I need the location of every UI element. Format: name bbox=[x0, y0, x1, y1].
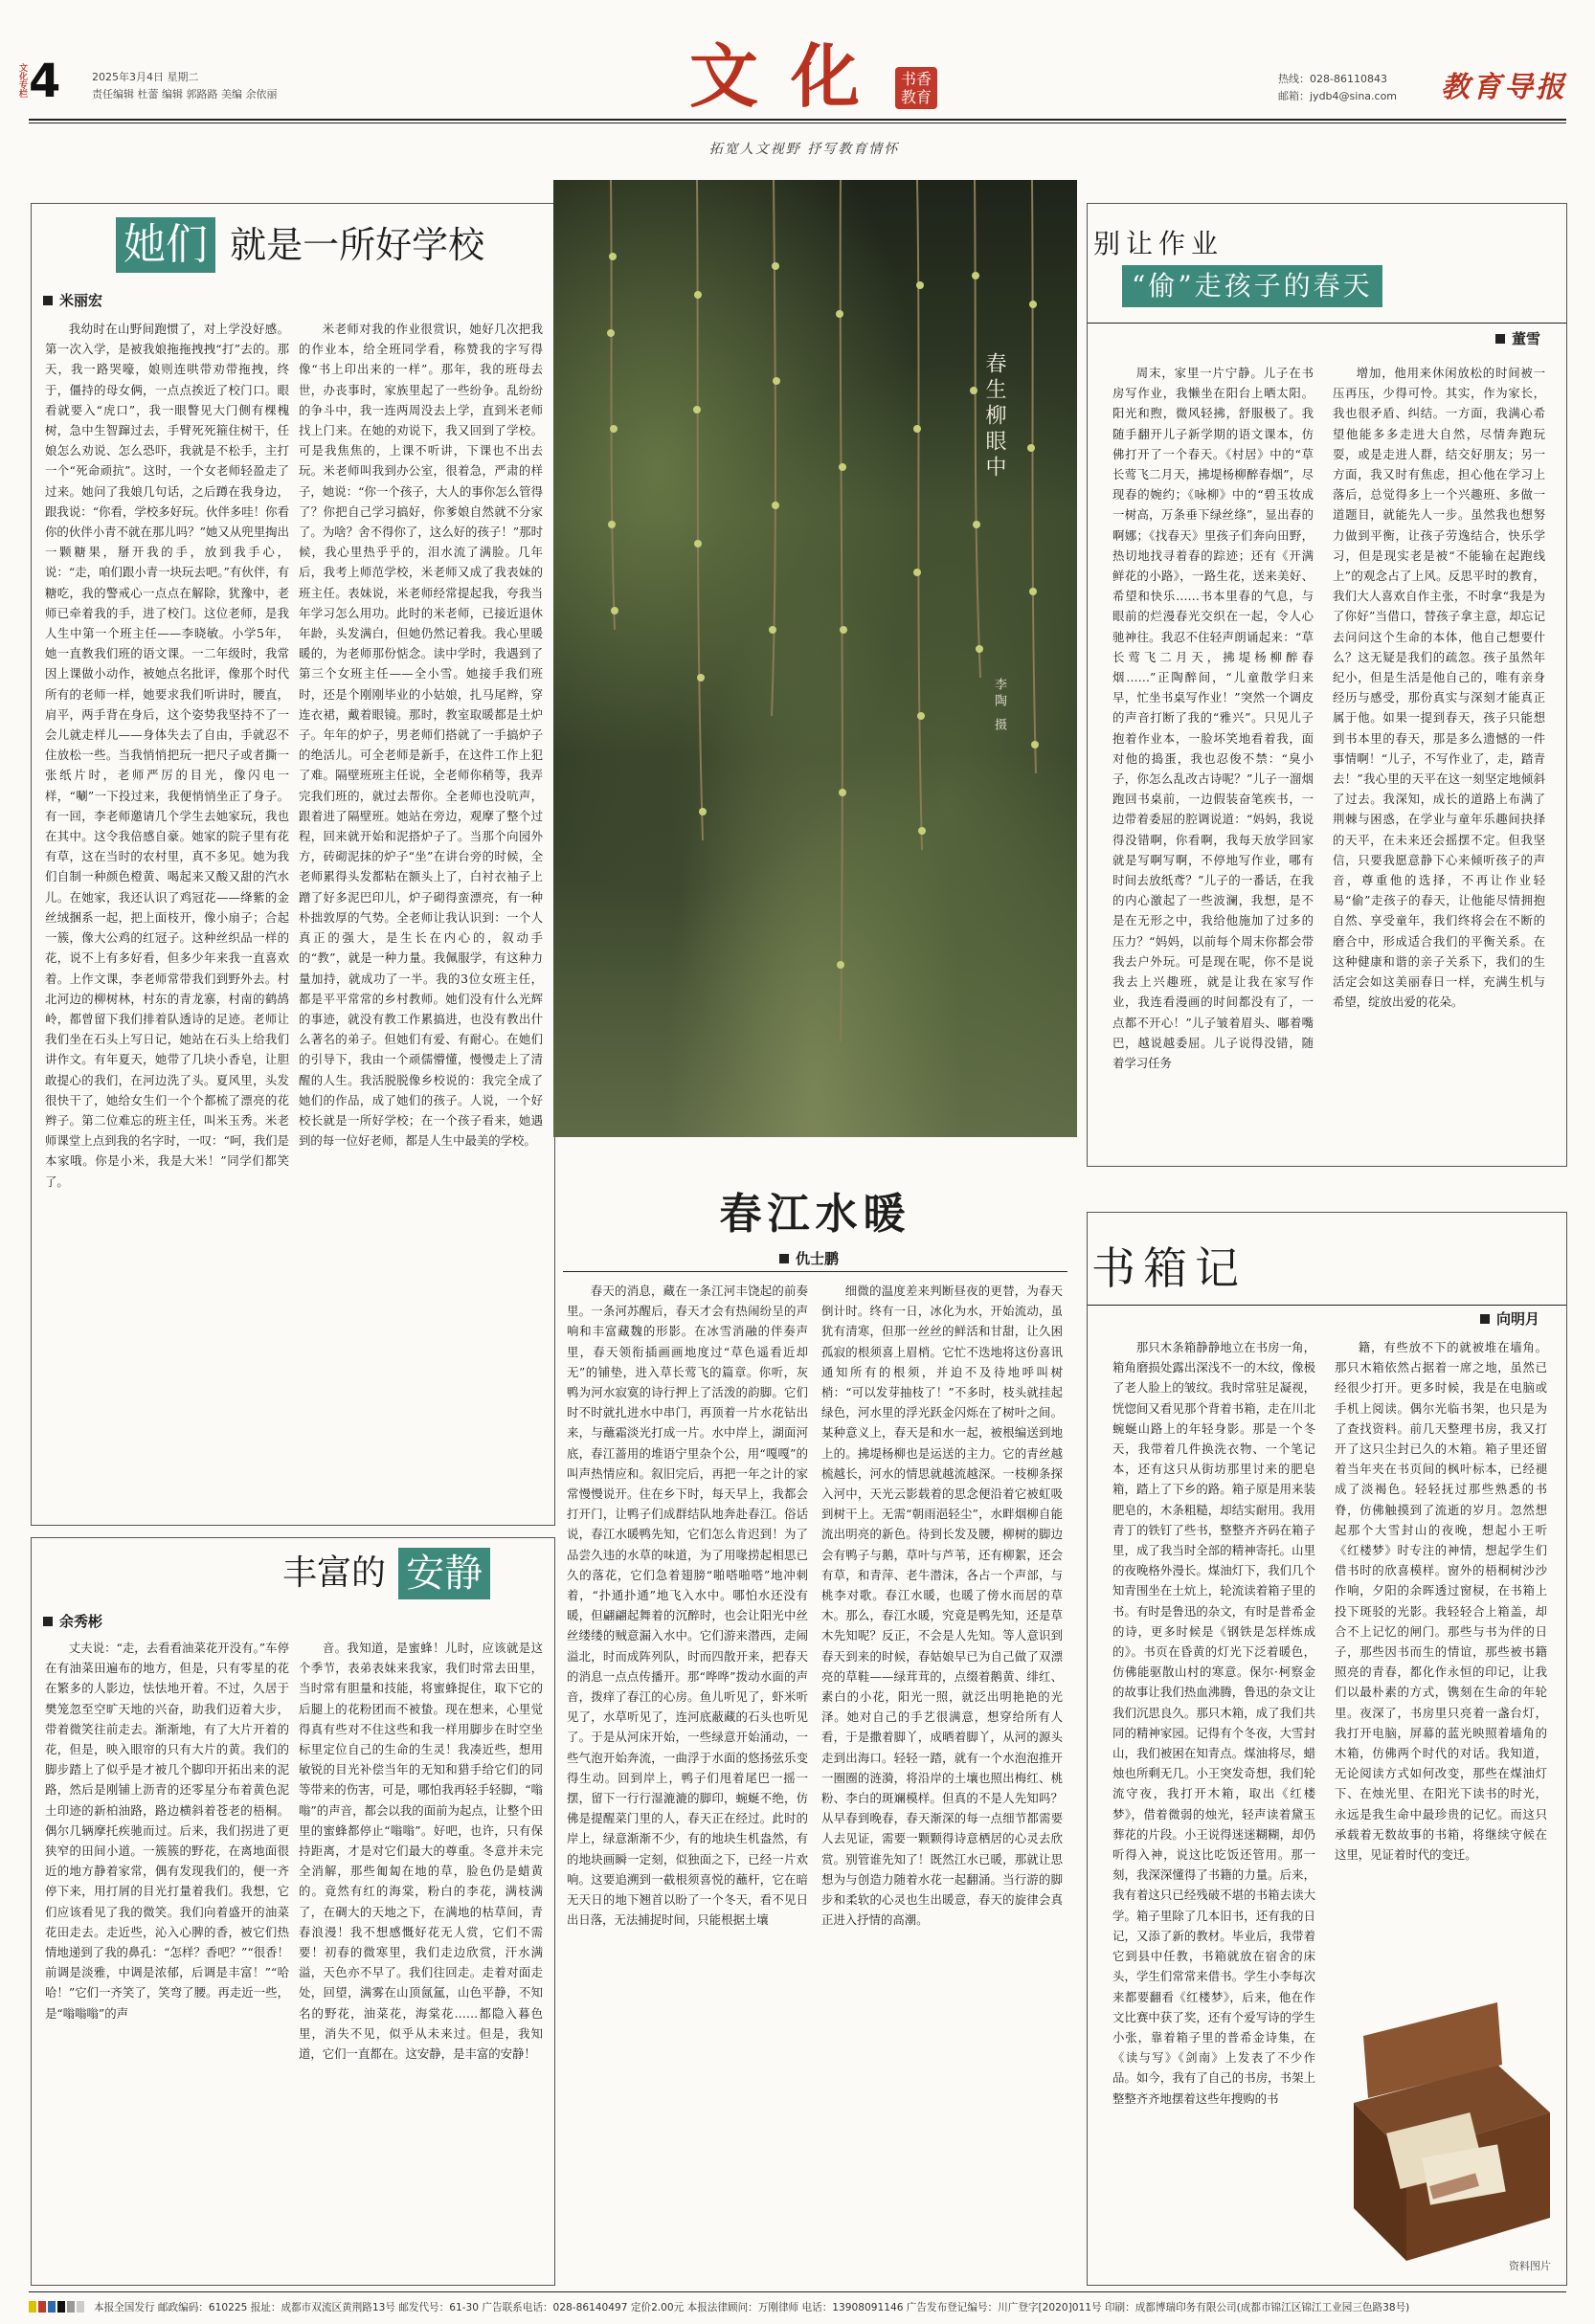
article-column-1 bbox=[1112, 1337, 1315, 2275]
article-column-1 bbox=[567, 1281, 808, 2276]
article-title bbox=[116, 217, 484, 275]
article-author: 米丽宏 bbox=[43, 290, 102, 310]
article-author: 董雪 bbox=[1495, 328, 1540, 348]
title-rest: 就是一所好学校 bbox=[230, 224, 485, 266]
title-highlight: 安静 bbox=[398, 1548, 490, 1599]
willow-photo bbox=[553, 180, 1077, 1137]
article-text: 那只木条箱静静地立在书房一角，箱角磨损处露出深浅不一的木纹，像极了老人脸上的皱纹。我时常驻足凝视，恍惚间又看见那个背着书箱，走在川北蜿蜒山路上的年轻身影。那是一个冬天，我带着几件换洗衣物、一个笔记本，还有这只从街坊那里讨来的肥皂箱，踏上了下乡的路。箱子原是用来装肥皂的，木条粗糙，却结实耐用。我用青丁的铁钉了些书，整整齐齐码在箱子里，成了我当时全部的精神寄托。山里的夜晚格外漫长。煤油灯下，我们几个知青围坐在土炕上，轮流读着箱子里的书。有时是鲁迅的杂文，有时是普希金的诗，更多时候是《钢铁是怎样炼成的》。书页在昏黄的灯光下泛着暖色，仿佛能驱散山村的寒意。保尔·柯察金的故事让我们热血沸腾，鲁迅的杂文让我们沉思良久。那只木箱，成了我们共同的精神家园。记得有个冬夜，大雪封山，我们被困在知青点。煤油将尽，蜡烛也所剩无几。小王突发奇想，我们轮流守夜，我打开木箱，取出《红楼梦》，借着微弱的烛光，轻声读着黛玉葬花的片段。小王说得迷迷糊糊，却仍听得入神，说这比吃饭还管用。那一刻，我深深懂得了书籍的力量。后来，我有着这只已经残破不堪的书箱去读大学。箱子里除了几本旧书，还有我的日记，又添了新的教材。毕业后，我带着它到县中任教，书箱就放在宿舍的床头，学生们常常来借书。学生小李每次来都要翻看《红楼梦》，后来，他在作文比赛中获了奖，还有个爱写诗的学生小张，靠着箱子里的普希金诗集，在《读与写》《剑南》上发表了不少作品。如今，我有了自己的书房，书架上整整齐齐地摆着这些年搜购的书 bbox=[1112, 1340, 1315, 2106]
article-column-1 bbox=[1112, 363, 1314, 1157]
article-homework-spring bbox=[1087, 203, 1567, 1167]
article-column-2 bbox=[821, 1281, 1063, 2276]
title-top: 别让作业 bbox=[1093, 228, 1224, 259]
article-author: 余秀彬 bbox=[43, 1611, 102, 1631]
footer-color-bar bbox=[29, 2301, 88, 2313]
article-text: 籍，有些放不下的就被堆在墙角。那只木箱依然占据着一席之地，虽然已经很少打开。更多时候，我是在电脑或手机上阅读。偶尔光临书架，也只是为了查找资料。前几天整理书房，我又打开了这只尘封已久的木箱。箱子里还留着当年夹在书页间的枫叶标本，已经褪成了淡褐色。轻轻抚过那些熟悉的书脊，仿佛触摸到了流逝的岁月。忽然想起那个大雪封山的夜晚，想起小王听《红楼梦》时专注的神情，想起学生们借书时的欣喜模样。窗外的梧桐树沙沙作响，夕阳的余晖透过窗棂，在书箱上投下斑驳的光影。我轻轻合上箱盖，却合不上记忆的闸门。那些与书为伴的日子，那些因书而生的情谊，那些被书籍照亮的青春，都化作永恒的印记，让我们以最朴素的方式，镌刻在生命的年轮里。夜深了，书房里只亮着一盏台灯，我打开电脑，屏幕的蓝光映照着墙角的木箱，仿佛两个时代的对话。我知道，无论阅读方式如何改变，那些在煤油灯下、在烛光里、在阳光下读书的时光，永远是我生命中最珍贵的记忆。而这只承载着无数故事的书箱，将继续守候在这里，见证着时代的变迁。 bbox=[1335, 1340, 1547, 1863]
footer-text: 本报全国发行 邮政编码：610225 报址：成都市双流区黄荆路13号 邮发代号：61-30 广告联系电话：028-86140497 定价2.00元 本报法律顾问：万刚律师 电话：13908091146 广告发布登记编号：川广登字[2020]011号 印刷：成都博瑞印务有限公司(成都市锦江区锦江工业园三色路38号) bbox=[94, 2302, 1410, 2313]
article-text: 增加，他用来休闲放松的时间被一压再压，少得可怜。其实，作为家长，我也很矛盾、纠结。一方面，我满心希望他能多多走进大自然，尽情奔跑玩耍，或是走进人群，结交好朋友；另一方面，我又时有焦虑，担心他在学习上落后，总觉得多上一个兴趣班、多做一道题目，就能先人一步。虽然我也想努力做到平衡，让孩子劳逸结合，快乐学习，但是现实老是被“不能输在起跑线上”的观念占了上风。反思平时的教育，我们大人喜欢自作主张，不时拿“我是为了你好”当借口，替孩子拿主意，却忘记去问问这个生命的本体，他自己想要什么？这无疑是我们的疏忽。孩子虽然年纪小，但是生活是他自己的，唯有亲身经历与感受，那份真实与深刻才能真正属于他。如果一提到春天，孩子只能想到书本里的春天，那是多么遗憾的一件事情啊！“儿子，不写作业了，走，踏青去！”我心里的天平在这一刻坚定地倾斜了过去。我深知，成长的道路上布满了荆棘与困惑，在学业与童年乐趣间抉择的天平，在未来还会摇摆不定。但我坚信，只要我愿意静下心来倾听孩子的声音，尊重他的选择，不再让作业轻易“偷”走孩子的春天，让他能尽情拥抱自然、享受童年，我们终将会在不断的磨合中，形成适合我们的平衡关系。在这种健康和谐的亲子关系下，我们的生活定会如这美丽春日一样，充满生机与希望，绽放出爱的花朵。 bbox=[1333, 366, 1545, 1010]
email: 邮箱：jydb4@sina.com bbox=[1278, 90, 1398, 102]
title-underline bbox=[563, 1271, 1067, 1272]
wooden-box-illustration bbox=[1335, 1998, 1555, 2275]
image-credit: 资料图片 bbox=[1509, 2260, 1551, 2272]
article-spring-river bbox=[553, 1137, 1077, 2286]
article-text: 丈夫说：“走，去看看油菜花开没有。”车停在有油菜田遍布的地方，但是，只有零星的花在繁多的人影边，怯怯地开着。不过，久居于樊笼忽至空旷天地的兴奋，助我们迈着大步，带着微笑往前走去。渐渐地，有了大片开着的花，但是，映入眼帘的只有大片的黄。我们的脚步踏上了似乎是才被几个脚印开拓出来的泥路，然后是刚铺上沥青的还零星分布着黄色泥土印迹的新柏油路，路边横斜着苍老的梧桐。偶尔几辆摩托疾驰而过。后来，我们拐进了更狭窄的田间小道。一簇簇的野花，在离地面很近的地方静着家常，偶有发现我们的，便一齐停下来，用打屑的目光打量着我们。我想，它们应该看见了我的微笑。我们向着盛开的油菜花田走去。走近些，沁入心脾的香，被它们热情地递到了我的鼻孔：“怎样？香吧？”“很香！前调是淡雅，中调是浓郁，后调是丰富！”“哈哈！”它们一齐笑了，笑弯了腰。再走近一些，是“嗡嗡嗡”的声 bbox=[45, 1641, 289, 2021]
photo-credit: 李陶 摄 bbox=[992, 678, 1006, 735]
footer-rule bbox=[29, 2291, 1566, 2292]
article-text: 春天的消息，藏在一条江河丰饶起的前奏里。一条河苏醒后，春天才会有热闹纷呈的声响和丰富藏魏的形影。在冰雪消融的伴奏声里，春天领衔插画画地度过“草色遥看近却无”的铺垫，进入草长莺飞的篇章。你听，灰鸭为河水寂寞的诗行押上了活泼的韵脚。它们时不时就扎进水中串门，再顶着一片水花钻出来，与蘸霜淡光打成一片。水中岸上，湖面河底，春江蔷用的堆语宁里杂个公，用“嘎嘎”的叫声热情应和。叙旧完后，再把一年之计的家常慢慢说开。住在乡下时，每天早上，我都会打开门，让鸭子们成群结队地奔赴春江。俗话说，春江水暖鸭先知，它们怎么肯迟到！为了品尝久违的水草的味道，为了用喙捞起相思已久的落花，它们急着翅膀“啪嗒啪嗒”地冲刺着，“扑通扑通”地飞入水中。哪怕水还没有暖，但翩翩起舞着的沉醉时，也会让阳光中丝丝缕缕的贼意漏入水中。它们游来潜西，走闹溢北，时而成阵列队，时而四散开来，把春天的消息一点点传播开。那“哗哗”拨动水面的声音，拨痒了春江的心房。鱼儿听见了，虾米听见了，水草听见了，连河底蔽藏的石头也听见了。于是从河床开始，一些绿意开始涌动，一些气泡开始奔流，一曲浮于水面的悠扬弦乐变得生动。回到岸上，鸭子们甩着尾巴一摇一摆，留下一行行湿漉漉的脚印，蜿蜒不绝，仿佛是提醒菜门里的人，春天正在经过。此时的岸上，绿意渐渐不少，有的地块生机盎然，有的地块画瞬一定刻，似独面之下，已经一片欢响。这要追溯到一截根须喜悦的蘸杆，它在暗无天日的地下翘首以盼了一个冬天，看不见日出日落，无法捕捉时间，只能根据土壤 bbox=[567, 1284, 808, 1928]
vertical-section-tag: 文化专栏 bbox=[17, 63, 27, 98]
article-text: 米老师对我的作业很赏识，她好几次把我的作业本，给全班同学看，称赞我的字写得像“书上印出来的一样”。那年，我的班母去世，办丧事时，家族里起了一些纷争。乱纷纷的争斗中，我一连两周没去上学，直到米老师找上门来。在她的劝说下，我又回到了学校。可是我焦焦的，上课不听讲，下课也不出去玩。米老师叫我到办公室，很着急，严肃的样子，她说：“你一个孩子，大人的事你怎么管得了？你把自己学习搞好，你爹娘自然就不分家了。为啥？舍不得你了，这么好的孩子！”那时候，我心里热乎乎的，泪水流了满脸。几年后，我考上师范学校，米老师又成了我表妹的班主任。表妹说，米老师经常提起我，夸我当年学习怎么用功。此时的米老师，已接近退休年龄，头发满白，但她仍然记着我。我心里暖暖的，为老师那份惦念。读中学时，我遇到了第三个女班主任——全小雪。她接手我们班时，还是个刚刚毕业的小姑娘，扎马尾辫，穿连衣裙，戴着眼镜。那时，教室取暖都是土炉子。年年的炉子，男老师们搭就了一手搞炉子的绝活儿。可全老师是新手，在这件工作上犯了难。隔壁班班主任说，全老师你稍等，我弄完我们班的，就过去帮你。全老师也没吭声，跟着进了隔壁班。她站在旁边，观摩了整个过程，回来就开始和泥搭炉子了。当那个向园外方，砖砌泥抹的炉子“坐”在讲台旁的时候，全老师累得头发都粘在额头上了，白衬衣袖子上蹭了好多泥巴印儿，炉子砌得蛮漂亮，有一种朴拙敦厚的气势。全老师让我认识到：一个人真正的强大，是生长在内心的，叙动手的“教”，就是一种力量。我佩服学，有这种力量加持，就成功了一半。我的3位女班主任，都是平平常常的乡村教师。她们没有什么光辉的事迹，就没有教工作累搞进，也没有教出什么著名的弟子。但她们有爱、有耐心。在她们的引导下，我由一个顽儒懵懂，慢慢走上了清醒的人生。我活脱脱像乡校说的：我完全成了她们的作品，成了她们的孩子。人说，一个好校长就是一所好学校；在一个孩子看来，她遇到的每一位好老师，都是人生中最美的学校。 bbox=[299, 322, 543, 1149]
photo-vertical-title: 春生柳眼中 bbox=[982, 352, 1006, 481]
title-prefix: 丰富的 bbox=[282, 1553, 387, 1593]
title-bottom: “偷”走孩子的春天 bbox=[1122, 265, 1382, 307]
article-text: 细微的温度差来判断昼夜的更替，为春天倒计时。终有一日，冰化为水，开始流动，虽犹有清寒，但那一丝丝的鲜活和甘甜，让久困孤寂的根须喜上眉梢。它忙不迭地将这份喜讯通知所有的根须，并迫不及待地呼叫树梢：“可以发芽抽枝了！”不多时，枝头就挂起绿色，河水里的浮光跃金闪烁在了树叶之间。某种意义上，春天是和水一起，被根编送到地上的。拂堤杨柳也是运送的主力。它的青丝越梳越长，河水的情思就越流越深。一枝柳条探入河中，天光云影载着的思念便沿着它被虹吸到树干上。无需“朝雨浥轻尘”，水畔烟柳自能流出明亮的新色。待到长发及腰，柳树的脚边会有鸭子与鹅，草叶与芦苇，还有柳絮，还会有草，和青萍、老牛潜沫，各占一个声部，与桃李对歌。春江水暖，也暖了傍水而居的草木。那么，春江水暖，究竟是鸭先知，还是草木先知呢？反正，不会是人先知。等人意识到春天到来的时候，春姑娘早已为自己做了双漂亮的草鞋——绿茸茸的，点缀着鹅黄、绯红、素白的小花，阳光一照，就泛出明艳艳的光泽。她对自己的手艺很满意，想穿给所有人看，于是撒着脚丫，成晒着脚丫，从河的源头走到出海口。轻轻一踏，就有一个水泡泡推开一圈圈的涟漪，将沿岸的土壤也照出梅红、桃粉、李白的斑斓模样。但真的不是人先知吗？从早春到晚春，春天渐深的每一点细节都需要人去见证，需要一颗颗得诗意栖居的心灵去欣赏。别管谁先知了！既然江水已暖，那就让思想为与创造力随着水花一起翻涌。当行游的脚步和柔软的心灵也生出暖意，春天的旋律会真正进入抒情的高潮。 bbox=[821, 1284, 1063, 1928]
article-good-school bbox=[31, 203, 555, 1526]
title-underline bbox=[1088, 323, 1566, 324]
article-book-box bbox=[1087, 1212, 1567, 2286]
section-tagline: 拓宽人文视野 抒写教育情怀 bbox=[708, 142, 900, 157]
paper-name-logo: 教育导报 bbox=[1441, 71, 1567, 104]
editor-credits: 责任编辑 杜蕾 编辑 郭路路 美编 余依丽 bbox=[92, 88, 278, 101]
article-column-1 bbox=[45, 319, 289, 1515]
willow-branches bbox=[553, 180, 1077, 1137]
article-column-2 bbox=[1335, 1337, 1547, 1998]
article-title: 春江水暖 bbox=[719, 1190, 911, 1239]
article-title bbox=[282, 1548, 490, 1601]
article-text: 音。我知道，是蜜蜂！儿时，应该就是这个季节，表弟表妹来我家，我们时常去田里，当时常有胆量和技能，将蜜蜂捉住，取下它的后腿上的花粉团而不被蛰。现在想来，心里觉得真有些对不住这些和我一样用脚步在时空坐标里定位自己的生命的生灵！我凑近些，想用敏锐的目光补偿当年的无知和猎手给它们的同等带来的伤害，可是，哪怕我再轻手轻脚，“嗡嗡”的声音，都会以我的面前为起点，让整个田里的蜜蜂都停止“嗡嗡”。好吧，也许，只有保持距离，才是对它们最大的尊重。冬意并未完全消解，那些匍匐在地的草，脸色仍是蜡黄的。竟然有红的海棠，粉白的李花，满枝满了，在碉大的天地之下，在满地的枯草间，青春浪漫！我不想感慨好花无人赏，它们不需要！初春的微寒里，我们走边欣赏，汗水满溢，天色亦不早了。我们往回走。走着对面走处，回望，满雾在山顶氤氲，山色平静，不知名的野花，油菜花，海棠花……都隐入暮色里，消失不见，似乎从未来过。但是，我知道，它们一直都在。这安静，是丰富的安静！ bbox=[299, 1641, 543, 2062]
title-underline bbox=[1088, 1305, 1566, 1306]
section-seal: 书香教育 bbox=[895, 67, 937, 109]
page-number: 4 bbox=[29, 55, 61, 108]
article-rich-quiet bbox=[31, 1537, 555, 2286]
article-author: 仇士鹏 bbox=[779, 1248, 839, 1268]
article-column-2 bbox=[1333, 363, 1545, 1157]
book-box-image bbox=[1335, 1998, 1555, 2275]
article-text: 周末，家里一片宁静。儿子在书房写作业，我懒坐在阳台上晒太阳。阳光和煦，微风轻拂，舒服极了。我随手翻开儿子新学期的语文课本，仿佛打开了一个春天。《村居》中的“草长莺飞二月天，拂堤杨柳醉春烟”，尽现春的婉约；《咏柳》中的“碧玉妆成一树高，万条垂下绿丝绦”，显出春的啊娜；《找春天》里孩子们奔向田野，热切地找寻着春的踪迹；还有《开满鲜花的小路》，一路生花，送来美好、希望和快乐……书本里春的气息，与眼前的烂漫春光交织在一起，令人心驰神往。我忍不住轻声朗诵起来：“草长莺飞二月天，拂堤杨柳醉春烟……”正陶醉间，“儿童散学归来早，忙坐书桌写作业！”突然一个调皮的声音打断了我的“雅兴”。只见儿子抱着作业本，一脸坏笑地看着我，面对他的捣蛋，我也忍俊不禁：“臭小子，你怎么乱改古诗呢？”儿子一溜烟跑回书桌前，一边假装奋笔疾书，一边带着委屈的腔调说道：“妈妈，我说得没错啊，你看啊，我每天放学回家就是写啊写啊，不停地写作业，哪有时间去放纸鸢？”儿子的一番话，在我的内心激起了一些波澜，我想，是不是在无形之中，我给他施加了过多的压力？“妈妈，以前每个周末你都会带我去户外玩。可是现在呢，你不是说我去上兴趣班，就是让我在家写作业，我连看漫画的时间都没有了，一点都不开心！”儿子皱着眉头、嘟着嘴巴，越说越委屈。儿子说得没错，随着学习任务 bbox=[1112, 366, 1314, 1070]
article-column-2 bbox=[299, 319, 543, 1515]
article-column-2 bbox=[299, 1638, 543, 2275]
header-rule bbox=[29, 119, 1566, 121]
hotline: 热线：028-86110843 bbox=[1278, 73, 1387, 85]
issue-date: 2025年3月4日 星期二 bbox=[92, 71, 199, 83]
article-author: 向明月 bbox=[1480, 1308, 1539, 1329]
section-title: 文化 bbox=[689, 35, 893, 117]
article-title: 书箱记 bbox=[1091, 1242, 1247, 1294]
title-highlight: 她们 bbox=[116, 217, 215, 273]
article-text: 我幼时在山野间跑惯了，对上学没好感。第一次入学，是被我娘拖拖拽拽“打”去的。那天，我一路哭嚎，娘则连哄带劝带拖拽，终于，僵持的母女俩，一点点挨近了校门口。眼看就要入“虎口”，我一眼瞥见大门侧有棵槐树，急中生智蹿过去，手臂死死箍住树干，任娘怎么劝说、怎么恐吓，我就是不松手，主打一个“死命顽抗”。这时，一个女老师轻盈走了过来。她问了我娘几句话，之后蹲在我身边，跟我说：“你看，学校多好玩。伙伴多哇！你看你的伙伴小青不就在那儿吗？”她又从兜里掏出一颗糖果，掰开我的手，放到我手心，说：“走，咱们跟小青一块玩去吧。”有伙伴，有糖吃，我的警戒心一点点在解除，犹豫中，老师已牵着我的手，进了校门。这位老师，是我人生中第一个班主任——李晓敏。小学5年，她一直教我们班的语文课。一二年级时，我常因上课做小动作，被她点名批评，像那个时代所有的老师一样，她要求我们听讲时，腰直，肩平，两手背在身后，这个姿势我坚持不了一会儿就走样儿——身体失去了自由，手就忍不住放松一些。当我悄悄把玩一把尺子或者撕一张纸片时，老师严厉的目光，像闪电一样，“唰”一下投过来，我便悄悄坐正了身子。有一回，李老师邀请几个学生去她家玩，我也在其中。这令我倍感自豪。她家的院子里有花有草，这在当时的农村里，真不多见。她为我们自制一种颜色橙黄、喝起来又酸又甜的汽水儿。在她家，我还认识了鸡冠花——绛紫的金丝绒捆系一起，把上面枝开，像小扇子；合起一簇，像大公鸡的红冠子。这种丝织品一样的花，说不上有多好看，但多少年来我一直喜欢着。上作文课，李老师常带我们到野外去。村北河边的柳树林，村东的青龙寨，村南的鹤鸪岭，都曾留下我们排着队透诗的足迹。老师让我们坐在石头上写日记，她站在石头上给我们讲作文。有年夏天，她带了几块小香皂，让胆敢提心的我们，在河边洗了头。夏风里，头发很快干了，她给女生们一个个都梳了漂亮的花辫子。第二位难忘的班主任，叫米玉秀。米老师课堂上点到我的名字时，一叹：“呵，我们是本家哦。你是小米，我是大米！”同学们都笑了。 bbox=[45, 322, 289, 1189]
article-column-1 bbox=[45, 1638, 289, 2275]
